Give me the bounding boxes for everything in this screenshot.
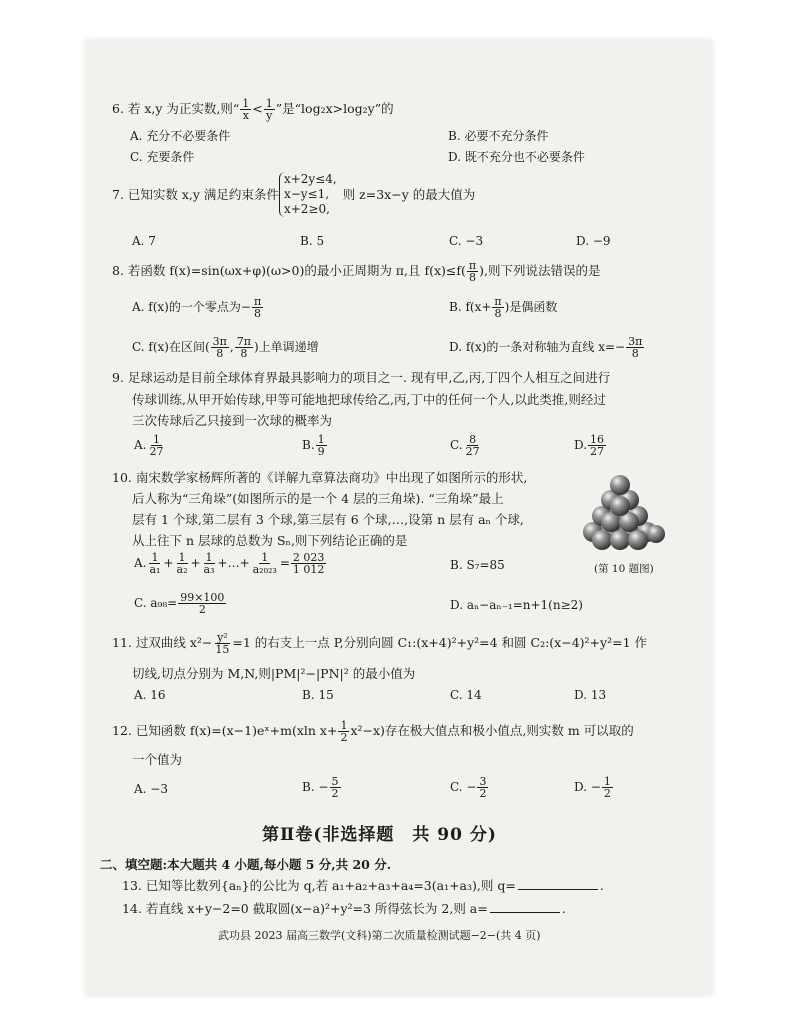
q8-d-text: D. f(x)的一条对称轴为直线 x=− [449,340,626,354]
q6-option-c: C. 充要条件 [130,150,195,164]
q9-d-den: 27 [590,445,605,458]
q9-b-den: 9 [317,445,325,458]
q8-a-num: π [253,295,262,308]
q9-a-den: 27 [149,445,164,458]
q9-c-num: 8 [469,433,477,446]
sphere [592,530,612,550]
q8-b-den: 8 [494,307,502,320]
q11-stem-end: =1 的右支上一点 P,分别向圆 C₁:(x+4)²+y²=4 和圆 C₂:(x−4)²+y²=1 作 [232,635,647,650]
q10-line-1: 10. 南宋数学家杨辉所著的《详解九章算法商功》中出现了如图所示的形状, [112,470,528,485]
q10-line-3: 层有 1 个球,第二层有 3 个球,第三层有 6 个球,…,设第 n 层有 aₙ 个球, [132,512,524,527]
q11-option-d: D. 13 [574,688,607,702]
q6-option-d: D. 既不充分也不必要条件 [448,150,585,164]
q8-b-text-end: )是偶函数 [504,300,558,314]
q11-frac-den: 15 [215,643,230,656]
q10-a-f2-den: a₂ [176,563,188,576]
q10-a-frac-1 [147,552,162,575]
q10-c-den: 2 [198,603,206,616]
q9-b-num: 1 [317,433,325,446]
q10-a-frac-3 [202,552,217,575]
q12-c-den: 2 [479,787,487,800]
q8-a-frac [252,296,263,319]
q6-lt: < [252,101,263,116]
q11-frac-num: y² [217,631,228,644]
q10-option-b: B. S₇=85 [450,558,505,572]
q7-option-d: D. −9 [576,234,611,248]
q8-d-den: 8 [631,347,639,360]
q13 [122,878,604,894]
q12-d-text: D. − [574,780,601,794]
q12-b-frac [330,776,341,799]
q8-c-num2: 7π [236,335,251,348]
q11-stem-start: 11. 过双曲线 x²− [112,635,213,650]
q13-answer-blank[interactable] [518,889,598,890]
q9-line-2: 传球训练,从甲开始传球,甲等可能地把球传给乙,丙,丁中的任何一个人,以此类推,则经过 [132,392,606,407]
q8-c-text-end: )上单调递增 [253,340,319,354]
q10-option-a: A. $\frac{1}{\text{a₁}}$ + $\frac{1}{\text{a₂}}$ + $\frac{1}{\text{a₃}}$ +…+ $\frac{1}{\text{a₂₀₂₃}}$ = $\frac{2 023}{1 012}$ [134,551,325,576]
q6-option-b: B. 必要不充分条件 [448,129,549,143]
q10-a-dots: +…+ [217,556,250,570]
q14 [122,901,566,917]
q9-a-num: 1 [152,433,160,446]
q10-c-text: C. a₉₈= [134,596,178,610]
q9-b-label: B. [302,438,315,452]
q12-option-c [450,776,489,799]
q12-b-den: 2 [331,787,339,800]
q11-option-c: C. 14 [450,688,482,702]
fill-blank-heading: 二、填空题:本大题共 4 小题,每小题 5 分,共 20 分. [100,857,392,872]
q12-frac-num: 1 [340,719,348,732]
q13-text: 13. 已知等比数列{aₙ}的公比为 q,若 a₁+a₂+a₃+a₄=3(a₁+a₃),则 q= [122,878,516,893]
q9-d-label: D. [574,438,588,452]
q8-option-b [449,296,557,319]
q12-c-num: 3 [479,775,487,788]
q9-a-frac [147,434,165,457]
q9-option-b [302,434,328,457]
q8-a-den: 8 [254,307,262,320]
sphere-pile-illustration [578,470,672,560]
q12-frac [338,720,349,743]
q12-line-2: 一个值为 [132,752,183,767]
q8-c-comma: , [229,340,234,354]
q9-line-3: 三次传球后乙只接到一次球的概率为 [132,413,333,428]
q6-stem-end: ”是“log₂x>log₂y”的 [275,101,394,116]
q7-constraint-system [279,172,337,217]
q8-b-num: π [494,295,502,308]
q6-frac1-num: 1 [242,97,250,110]
q12-stem-start: 12. 已知函数 f(x)=(x−1)eˣ+m(xln x+ [112,723,338,738]
q8-c-den1: 8 [216,347,224,360]
q11-frac [213,632,231,655]
q7-option-b: B. 5 [300,234,325,248]
q7-constraint-1: x+2y≤4, [283,172,337,186]
q10-a-f4-num: 1 [261,551,269,564]
q10-a-f3-den: a₃ [203,563,215,576]
q7-stem [112,172,475,217]
q10-a-f4-den: a₂₀₂₃ [252,563,277,576]
q8-stem-end: ),则下列说法错误的是 [479,263,601,278]
pile-top-layer [610,475,630,495]
q6-option-a: A. 充分不必要条件 [130,129,231,143]
q7-option-a: A. 7 [132,234,156,248]
q8-option-d [449,336,645,359]
q10-c-frac [178,592,226,615]
q12-option-b [302,776,342,799]
q9-c-label: C. [450,438,463,452]
q12-option-a: A. −3 [134,782,168,796]
q8-frac-den: 8 [469,271,476,284]
q8-b-text: B. f(x+ [449,300,492,314]
q9-d-num: 16 [590,433,605,446]
q8-c-den2: 8 [240,347,248,360]
q10-c-num: 99×100 [180,591,225,604]
q9-a-label: A. [134,438,147,452]
triangular-pile-figure [578,470,672,560]
sphere [628,530,648,550]
q10-a-f1-den: a₁ [149,563,161,576]
q12-c-text: C. − [450,780,477,794]
q12-stem [112,720,634,743]
q6-stem-start: 6. 若 x,y 为正实数,则“ [112,101,240,116]
q10-a-result-frac [291,552,327,575]
sphere [610,475,630,495]
q11-option-a: A. 16 [134,688,166,702]
q14-answer-blank[interactable] [490,912,560,913]
q12-d-num: 1 [603,775,611,788]
q13-end: . [599,878,604,893]
q10-option-d: D. aₙ−aₙ₋₁=n+1(n≥2) [450,598,583,612]
q8-frac [467,260,478,283]
q10-a-f3-num: 1 [205,551,213,564]
q10-a-result-den: 1 012 [292,563,325,576]
q9-option-d [574,434,607,457]
q11-line-2: 切线,切点分别为 M,N,则|PM|²−|PN|² 的最小值为 [132,666,416,681]
q8-c-text: C. f(x)在区间( [132,340,210,354]
q8-c-frac-1 [211,336,229,359]
q6-frac-2 [264,98,275,121]
q12-b-text: B. − [302,780,329,794]
q6-frac2-num: 1 [265,97,273,110]
q10-line-2: 后人称为“三角垛”(如图所示的是一个 4 层的三角垛). “三角垛”最上 [132,491,504,506]
sphere [647,525,665,543]
q9-b-frac [316,434,327,457]
q9-d-frac [588,434,606,457]
q10-a-frac-2 [175,552,190,575]
figure-caption: (第 10 题图) [594,563,654,575]
q9-option-a [134,434,166,457]
q8-stem [112,260,600,283]
q12-b-num: 5 [331,775,339,788]
q6-frac-1 [240,98,251,121]
q6-stem [112,98,394,121]
q6-frac1-den: x [242,109,249,122]
q8-d-num: 3π [628,335,643,348]
q10-line-4: 从上往下 n 层球的总数为 Sₙ,则下列结论正确的是 [132,533,408,548]
q8-stem-start: 8. 若函数 f(x)=sin(ωx+φ)(ω>0)的最小正周期为 π,且 f(x)≤f( [112,263,466,278]
q14-text: 14. 若直线 x+y−2=0 截取圆(x−a)²+y²=3 所得弦长为 2,则 a= [122,901,488,916]
q12-frac-den: 2 [340,731,348,744]
page-footer: 武功县 2023 届高三数学(文科)第二次质量检测试题−2−(共 4 页) [218,929,541,942]
q11-option-b: B. 15 [302,688,334,702]
q9-line-1: 9. 足球运动是目前全球体育界最具影响力的项目之一. 现有甲,乙,丙,丁四个人相互之间进行 [112,370,611,385]
q7-constraint-2: x−y≤1, [283,187,330,201]
q9-c-den: 27 [465,445,480,458]
q9-c-frac [464,434,482,457]
section-2-title: 第Ⅱ卷(非选择题 共 90 分) [262,825,497,845]
q7-option-c: C. −3 [449,234,484,248]
q7-stem-start: 7. 已知实数 x,y 满足约束条件 [112,186,279,202]
q10-a-result-num: 2 023 [292,551,325,564]
q8-option-a [132,296,264,319]
q8-option-c [132,336,319,359]
q8-d-frac [626,336,644,359]
q12-d-den: 2 [603,787,611,800]
q10-a-f2-num: 1 [178,551,186,564]
q8-c-frac-2 [235,336,253,359]
q12-c-frac [477,776,488,799]
q10-a-f1-num: 1 [151,551,159,564]
sphere [610,496,630,516]
q10-option-c [134,592,227,615]
q9-option-c [450,434,483,457]
q8-c-num1: 3π [212,335,227,348]
q12-stem-end: x²−x)存在极大值点和极小值点,则实数 m 可以取的 [350,723,634,738]
q7-constraint-3: x+2≥0, [283,202,330,216]
q10-a-label: A. [134,556,147,570]
q7-stem-end: 则 z=3x−y 的最大值为 [342,186,476,202]
q12-option-d [574,776,614,799]
q6-frac2-den: y [266,109,273,122]
sphere [610,530,630,550]
q10-a-frac-4 [251,552,279,575]
q14-end: . [561,901,566,916]
q8-a-text: A. f(x)的一个零点为− [132,300,251,314]
q11-stem [112,632,647,655]
q8-b-frac [492,296,503,319]
q10-a-equals: = [279,556,290,570]
q12-d-frac [602,776,613,799]
q8-frac-num: π [468,259,477,272]
